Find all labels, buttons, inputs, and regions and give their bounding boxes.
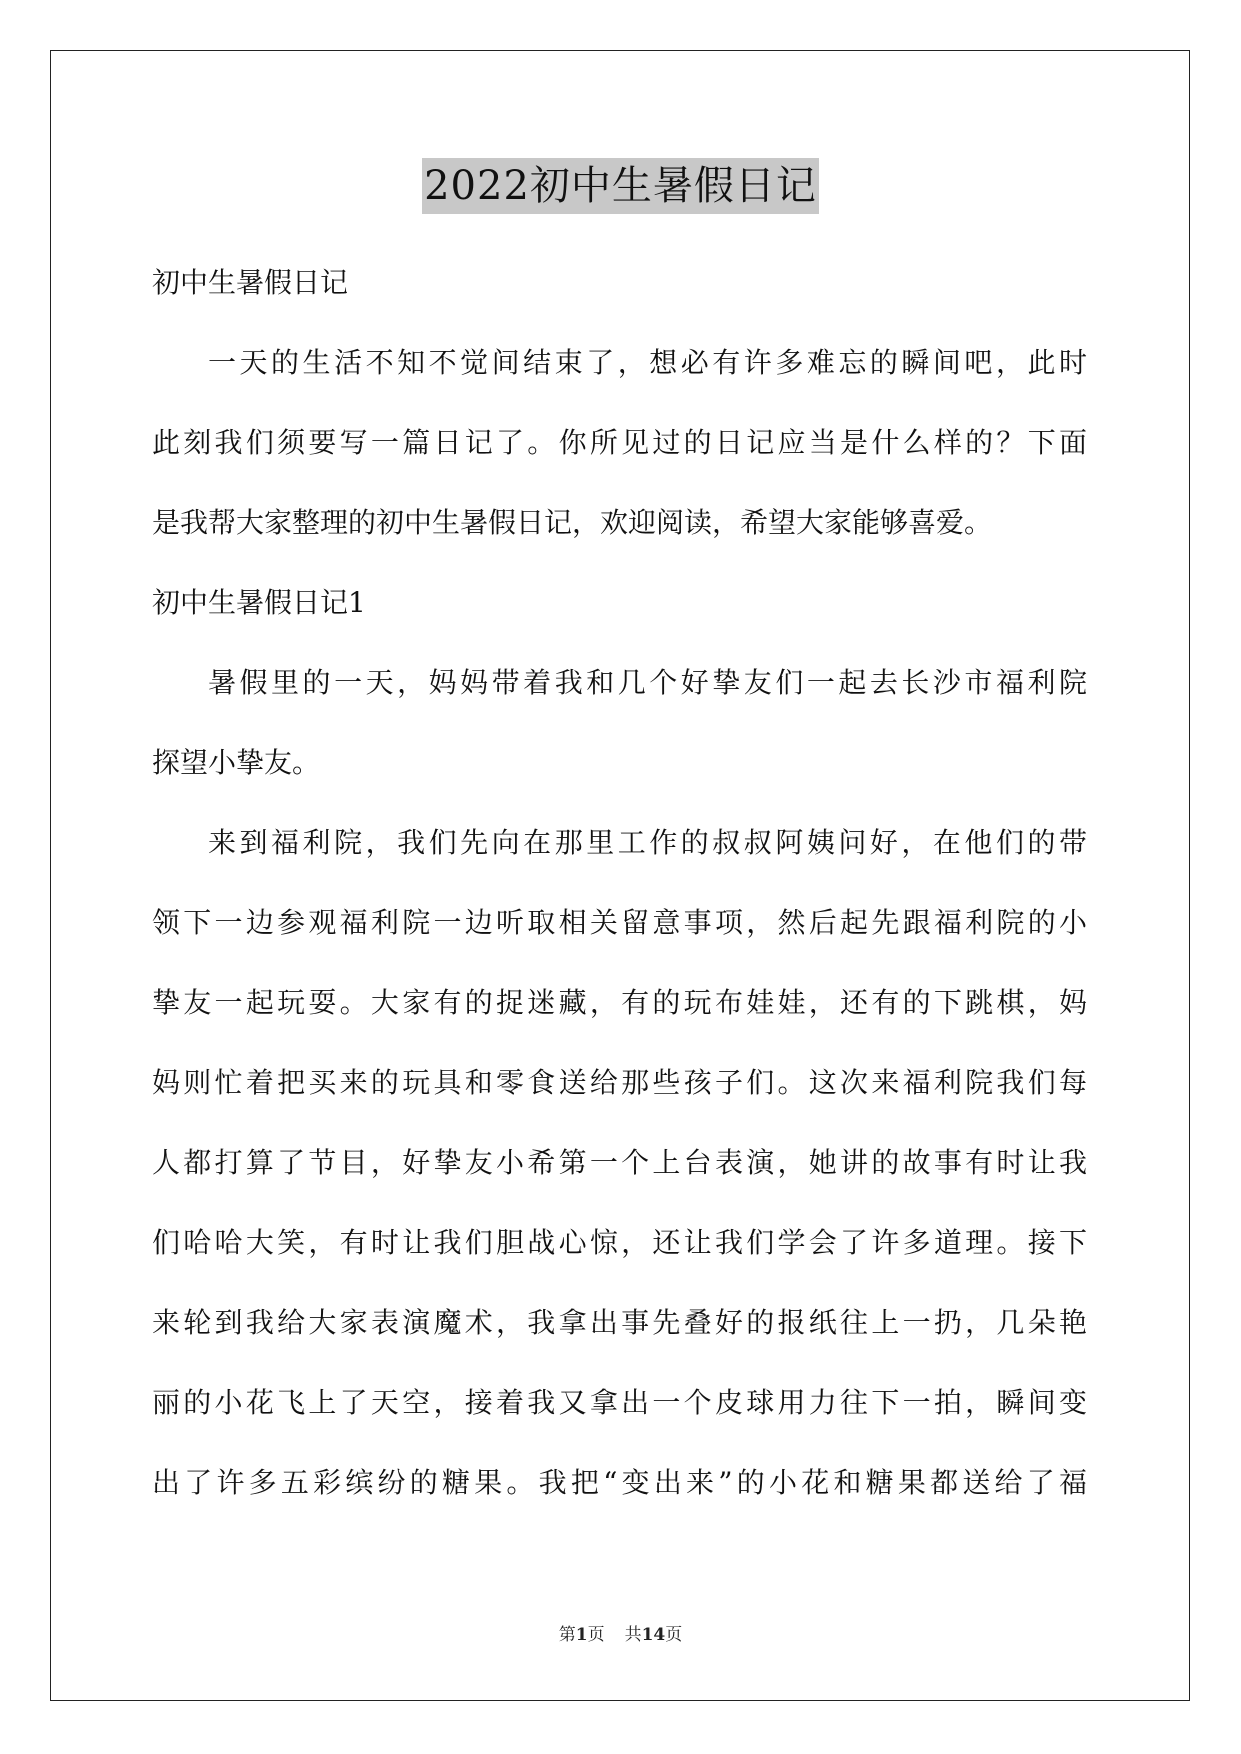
section-heading: 初中生暑假日记 [152, 266, 349, 299]
paragraph-line: 一天的生活不知不觉间结束了，想必有许多难忘的瞬间吧，此时 [208, 346, 1087, 379]
paragraph-line: 人都打算了节目，好挚友小希第一个上台表演，她讲的故事有时让我 [152, 1146, 1087, 1179]
paragraph-line: 探望小挚友。 [152, 746, 321, 779]
page-suffix: 页 [587, 1625, 605, 1645]
section-heading: 初中生暑假日记1 [152, 586, 366, 619]
paragraph-line: 来到福利院，我们先向在那里工作的叔叔阿姨问好，在他们的带 [208, 826, 1087, 859]
total-prefix: 共 [624, 1625, 642, 1645]
paragraph-line: 丽的小花飞上了天空，接着我又拿出一个皮球用力往下一拍，瞬间变 [152, 1386, 1087, 1419]
paragraph-line: 是我帮大家整理的初中生暑假日记，欢迎阅读，希望大家能够喜爱。 [152, 506, 993, 539]
title-container [0, 158, 1241, 214]
paragraph-line: 来轮到我给大家表演魔术，我拿出事先叠好的报纸往上一扔，几朵艳 [152, 1306, 1087, 1339]
total-suffix: 页 [665, 1625, 683, 1645]
paragraph-line: 们哈哈大笑，有时让我们胆战心惊，还让我们学会了许多道理。接下 [152, 1226, 1087, 1259]
paragraph-line: 此刻我们须要写一篇日记了。你所见过的日记应当是什么样的？下面 [152, 426, 1087, 459]
paragraph-line: 暑假里的一天，妈妈带着我和几个好挚友们一起去长沙市福利院 [208, 666, 1087, 699]
document-title: 2022初中生暑假日记 [422, 158, 819, 214]
paragraph-line: 领下一边参观福利院一边听取相关留意事项，然后起先跟福利院的小 [152, 906, 1087, 939]
page-number: 1 [575, 1625, 588, 1645]
page-footer [0, 1623, 1241, 1647]
paragraph-line: 挚友一起玩耍。大家有的捉迷藏，有的玩布娃娃，还有的下跳棋，妈 [152, 986, 1087, 1019]
page-prefix: 第 [558, 1625, 576, 1645]
total-pages: 14 [641, 1625, 666, 1645]
document-body [152, 256, 1087, 1510]
paragraph-line: 妈则忙着把买来的玩具和零食送给那些孩子们。这次来福利院我们每 [152, 1066, 1087, 1099]
paragraph-line: 出了许多五彩缤纷的糖果。我把“变出来”的小花和糖果都送给了福 [152, 1466, 1087, 1499]
